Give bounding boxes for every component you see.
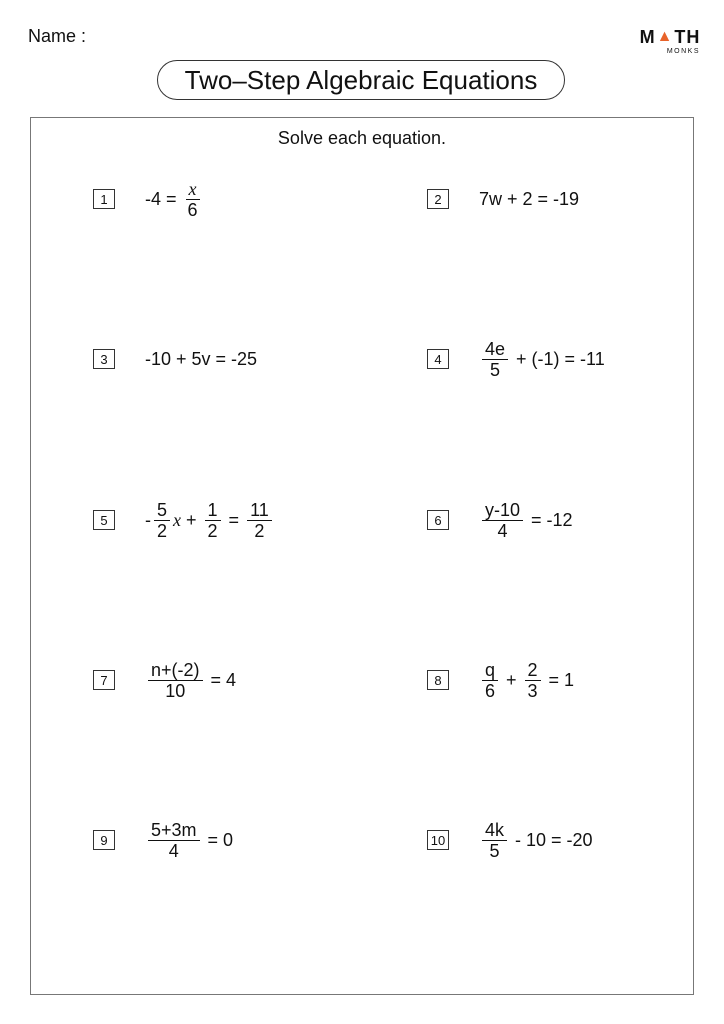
- equation-rhs: = 1: [543, 669, 575, 690]
- problem-7: [93, 655, 236, 705]
- equation-rhs: + (-1) = -11: [511, 348, 605, 369]
- page-title: Two–Step Algebraic Equations: [184, 64, 538, 95]
- equation-rhs: = 0: [202, 829, 234, 850]
- fraction: [148, 660, 203, 701]
- problem-number-box: 8: [427, 670, 449, 690]
- fraction-denominator: 2: [157, 520, 168, 541]
- operator: +: [181, 509, 202, 530]
- fraction: [185, 179, 201, 220]
- logo-triangle-icon: ▲: [656, 28, 674, 45]
- problem-9: [93, 815, 233, 865]
- fraction-denominator: 4: [497, 520, 508, 541]
- fraction: [482, 820, 507, 861]
- equation: [479, 660, 574, 701]
- problem-8: [427, 655, 574, 705]
- fraction: [525, 660, 541, 701]
- operator: +: [501, 669, 522, 690]
- negative-sign: -: [145, 509, 151, 530]
- logo-letters-th: TH: [674, 27, 701, 47]
- problem-number-box: 4: [427, 349, 449, 369]
- fraction-denominator: 4: [168, 840, 179, 861]
- problem-5: [93, 495, 275, 545]
- fraction: [482, 660, 498, 701]
- equation: 7w + 2 = -19: [479, 188, 580, 209]
- fraction-denominator: 2: [254, 520, 265, 541]
- name-label: Name :: [28, 26, 87, 46]
- fraction: [205, 500, 221, 541]
- equation: [479, 820, 593, 861]
- fraction-denominator: 5: [490, 359, 501, 380]
- problem-1: [93, 174, 204, 224]
- problem-10: [427, 815, 593, 865]
- fraction: [148, 820, 200, 861]
- fraction-denominator: 6: [485, 680, 496, 701]
- fraction-numerator: x: [186, 179, 200, 200]
- fraction-denominator: 2: [207, 520, 218, 541]
- problem-number-box: 3: [93, 349, 115, 369]
- problem-number-box: 9: [93, 830, 115, 850]
- equation-rhs: = 4: [205, 669, 237, 690]
- problem-6: [427, 495, 573, 545]
- fraction-numerator: y-10: [482, 500, 523, 521]
- math-monks-logo: [640, 28, 700, 55]
- problem-number-box: 7: [93, 670, 115, 690]
- equation: [145, 500, 275, 541]
- fraction-numerator: 4e: [482, 339, 508, 360]
- worksheet-box: [30, 117, 694, 995]
- equation-rhs: = -12: [526, 509, 573, 530]
- fraction: [154, 500, 170, 541]
- equation-lhs: -4 =: [145, 188, 182, 209]
- problem-number-box: 10: [427, 830, 449, 850]
- equation: [479, 500, 573, 541]
- fraction-numerator: q: [482, 660, 498, 681]
- logo-subtext: MONKS: [666, 48, 700, 55]
- fraction-numerator: 2: [525, 660, 541, 681]
- logo-letter-m: M: [639, 27, 656, 47]
- equation: [145, 660, 236, 701]
- fraction-denominator: 3: [527, 680, 538, 701]
- equation: -10 + 5v = -25: [145, 348, 258, 369]
- fraction: [482, 500, 523, 541]
- fraction-numerator: 5: [154, 500, 170, 521]
- equation: [145, 820, 233, 861]
- fraction-denominator: 10: [165, 680, 186, 701]
- problem-3: [93, 334, 257, 384]
- fraction-numerator: 1: [205, 500, 221, 521]
- fraction: [482, 339, 508, 380]
- fraction-denominator: 5: [489, 840, 500, 861]
- fraction-numerator: 11: [247, 500, 272, 521]
- problem-number-box: 6: [427, 510, 449, 530]
- problem-number-box: 2: [427, 189, 449, 209]
- fraction: [247, 500, 272, 541]
- equals-sign: =: [223, 509, 245, 530]
- fraction-numerator: n+(-2): [148, 660, 203, 681]
- equation: [145, 179, 204, 220]
- problem-4: [427, 334, 605, 384]
- variable: x: [173, 509, 182, 530]
- equation: [479, 339, 605, 380]
- instruction: Solve each equation.: [277, 128, 447, 148]
- problem-number-box: 5: [93, 510, 115, 530]
- problem-2: [427, 174, 579, 224]
- title-banner: [157, 60, 565, 100]
- fraction-numerator: 4k: [482, 820, 507, 841]
- problem-number-box: 1: [93, 189, 115, 209]
- fraction-denominator: 6: [187, 199, 198, 220]
- equation-rhs: - 10 = -20: [510, 829, 593, 850]
- fraction-numerator: 5+3m: [148, 820, 200, 841]
